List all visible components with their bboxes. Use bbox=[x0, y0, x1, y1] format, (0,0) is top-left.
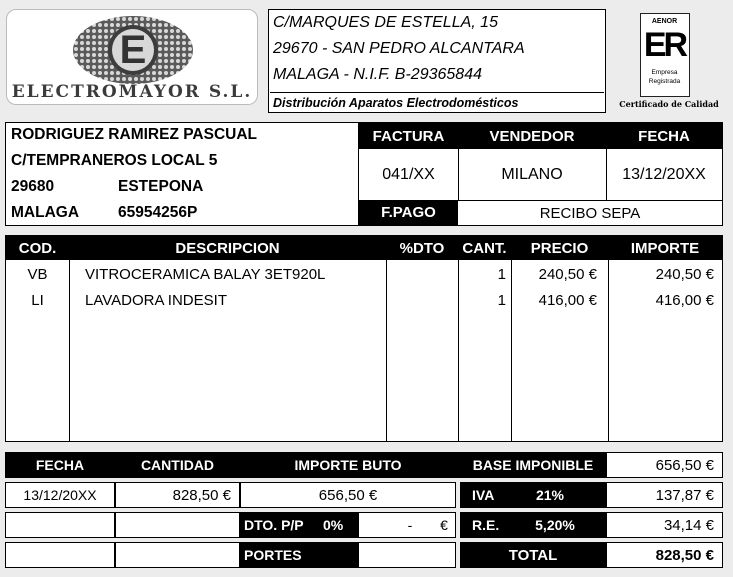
row-1-cant: 1 bbox=[497, 265, 506, 283]
client-name: RODRIGUEZ RAMIREZ PASCUAL bbox=[11, 126, 257, 143]
vendedor-label: VENDEDOR bbox=[458, 123, 606, 149]
vendedor-value: MILANO bbox=[501, 165, 563, 183]
row-2-descripcion: LAVADORA INDESIT bbox=[85, 291, 227, 309]
aenor-mark-icon: ER bbox=[643, 25, 686, 64]
re-pct: 5,20% bbox=[535, 517, 575, 533]
aenor-line-2: Registrada bbox=[648, 78, 681, 85]
col-importe-header: IMPORTE bbox=[630, 239, 700, 257]
certificate-caption: Certificado de Calidad bbox=[619, 99, 719, 109]
company-tagline: Distribución Aparatos Electrodomésticos bbox=[270, 92, 604, 112]
re-label: R.E. bbox=[460, 512, 606, 538]
col-cod-header: COD. bbox=[18, 239, 57, 257]
dto-pp-pct: 0% bbox=[323, 517, 344, 533]
empty-cell bbox=[5, 542, 115, 568]
items-table bbox=[5, 235, 723, 442]
client-city: ESTEPONA bbox=[118, 178, 204, 195]
company-name: ELECTROMAYOR S.L. bbox=[11, 82, 253, 102]
address-line-2: 29670 - SAN PEDRO ALCANTARA bbox=[273, 40, 525, 57]
totals-cantidad-label: CANTIDAD bbox=[140, 457, 215, 473]
fpago-value: RECIBO SEPA bbox=[539, 204, 641, 222]
fecha-label: FECHA bbox=[606, 123, 722, 149]
totals-fecha-label: FECHA bbox=[35, 457, 85, 473]
row-2-importe: 416,00 € bbox=[655, 291, 714, 309]
dto-pp-label: DTO. P/P bbox=[244, 517, 304, 533]
base-imponible-value: 656,50 € bbox=[606, 452, 723, 478]
empty-cell bbox=[115, 512, 240, 538]
row-2-precio: 416,00 € bbox=[538, 291, 597, 309]
col-cant-header: CANT. bbox=[462, 239, 507, 257]
empty-cell bbox=[115, 542, 240, 568]
fecha-value: 13/12/20XX bbox=[622, 165, 706, 183]
aenor-line-1: Empresa bbox=[651, 69, 678, 76]
invoice-info-box bbox=[358, 122, 723, 226]
client-province: MALAGA bbox=[11, 204, 80, 221]
row-1-cod: VB bbox=[27, 265, 48, 283]
importe-buto-label: IMPORTE BUTO bbox=[294, 457, 402, 473]
col-dto-header: %DTO bbox=[399, 239, 445, 257]
aenor-brand: AENOR bbox=[651, 17, 678, 25]
fpago-label: F.PAGO bbox=[359, 200, 458, 225]
importe-buto-value: 656,50 € bbox=[240, 482, 456, 508]
row-1-descripcion: VITROCERAMICA BALAY 3ET920L bbox=[85, 265, 326, 283]
total-label: TOTAL bbox=[460, 542, 606, 568]
factura-number: 041/XX bbox=[382, 165, 435, 183]
row-1-importe: 240,50 € bbox=[655, 265, 714, 283]
re-amount: 34,14 € bbox=[606, 512, 723, 538]
aenor-badge bbox=[640, 13, 690, 97]
factura-label: FACTURA bbox=[359, 123, 458, 149]
row-1-precio: 240,50 € bbox=[538, 265, 597, 283]
totals-cantidad-value: 828,50 € bbox=[115, 482, 240, 508]
client-box bbox=[5, 122, 358, 226]
client-postal-code: 29680 bbox=[11, 178, 55, 195]
row-2-cod: LI bbox=[31, 291, 44, 309]
row-2-cant: 1 bbox=[497, 291, 506, 309]
dto-pp-amount: - bbox=[407, 517, 413, 533]
client-nif: 65954256P bbox=[118, 204, 198, 221]
iva-amount: 137,87 € bbox=[606, 482, 723, 508]
portes-value bbox=[358, 542, 456, 568]
iva-pct: 21% bbox=[535, 487, 565, 503]
base-imponible-label: BASE IMPONIBLE bbox=[472, 457, 594, 473]
address-line-1: C/MARQUES DE ESTELLA, 15 bbox=[273, 14, 498, 31]
col-descripcion-header: DESCRIPCION bbox=[175, 239, 280, 257]
dto-pp-currency: € bbox=[440, 517, 448, 533]
logo-letter: E bbox=[119, 27, 147, 72]
total-value: 828,50 € bbox=[606, 542, 723, 568]
empty-cell bbox=[5, 512, 115, 538]
col-precio-header: PRECIO bbox=[530, 239, 589, 257]
address-line-3: MALAGA - N.I.F. B-29365844 bbox=[273, 66, 482, 83]
totals-section bbox=[5, 452, 723, 570]
portes-label: PORTES bbox=[240, 542, 358, 568]
totals-fecha-value: 13/12/20XX bbox=[5, 482, 115, 508]
iva-label: IVA bbox=[460, 482, 606, 508]
client-address: C/TEMPRANEROS LOCAL 5 bbox=[11, 152, 218, 169]
